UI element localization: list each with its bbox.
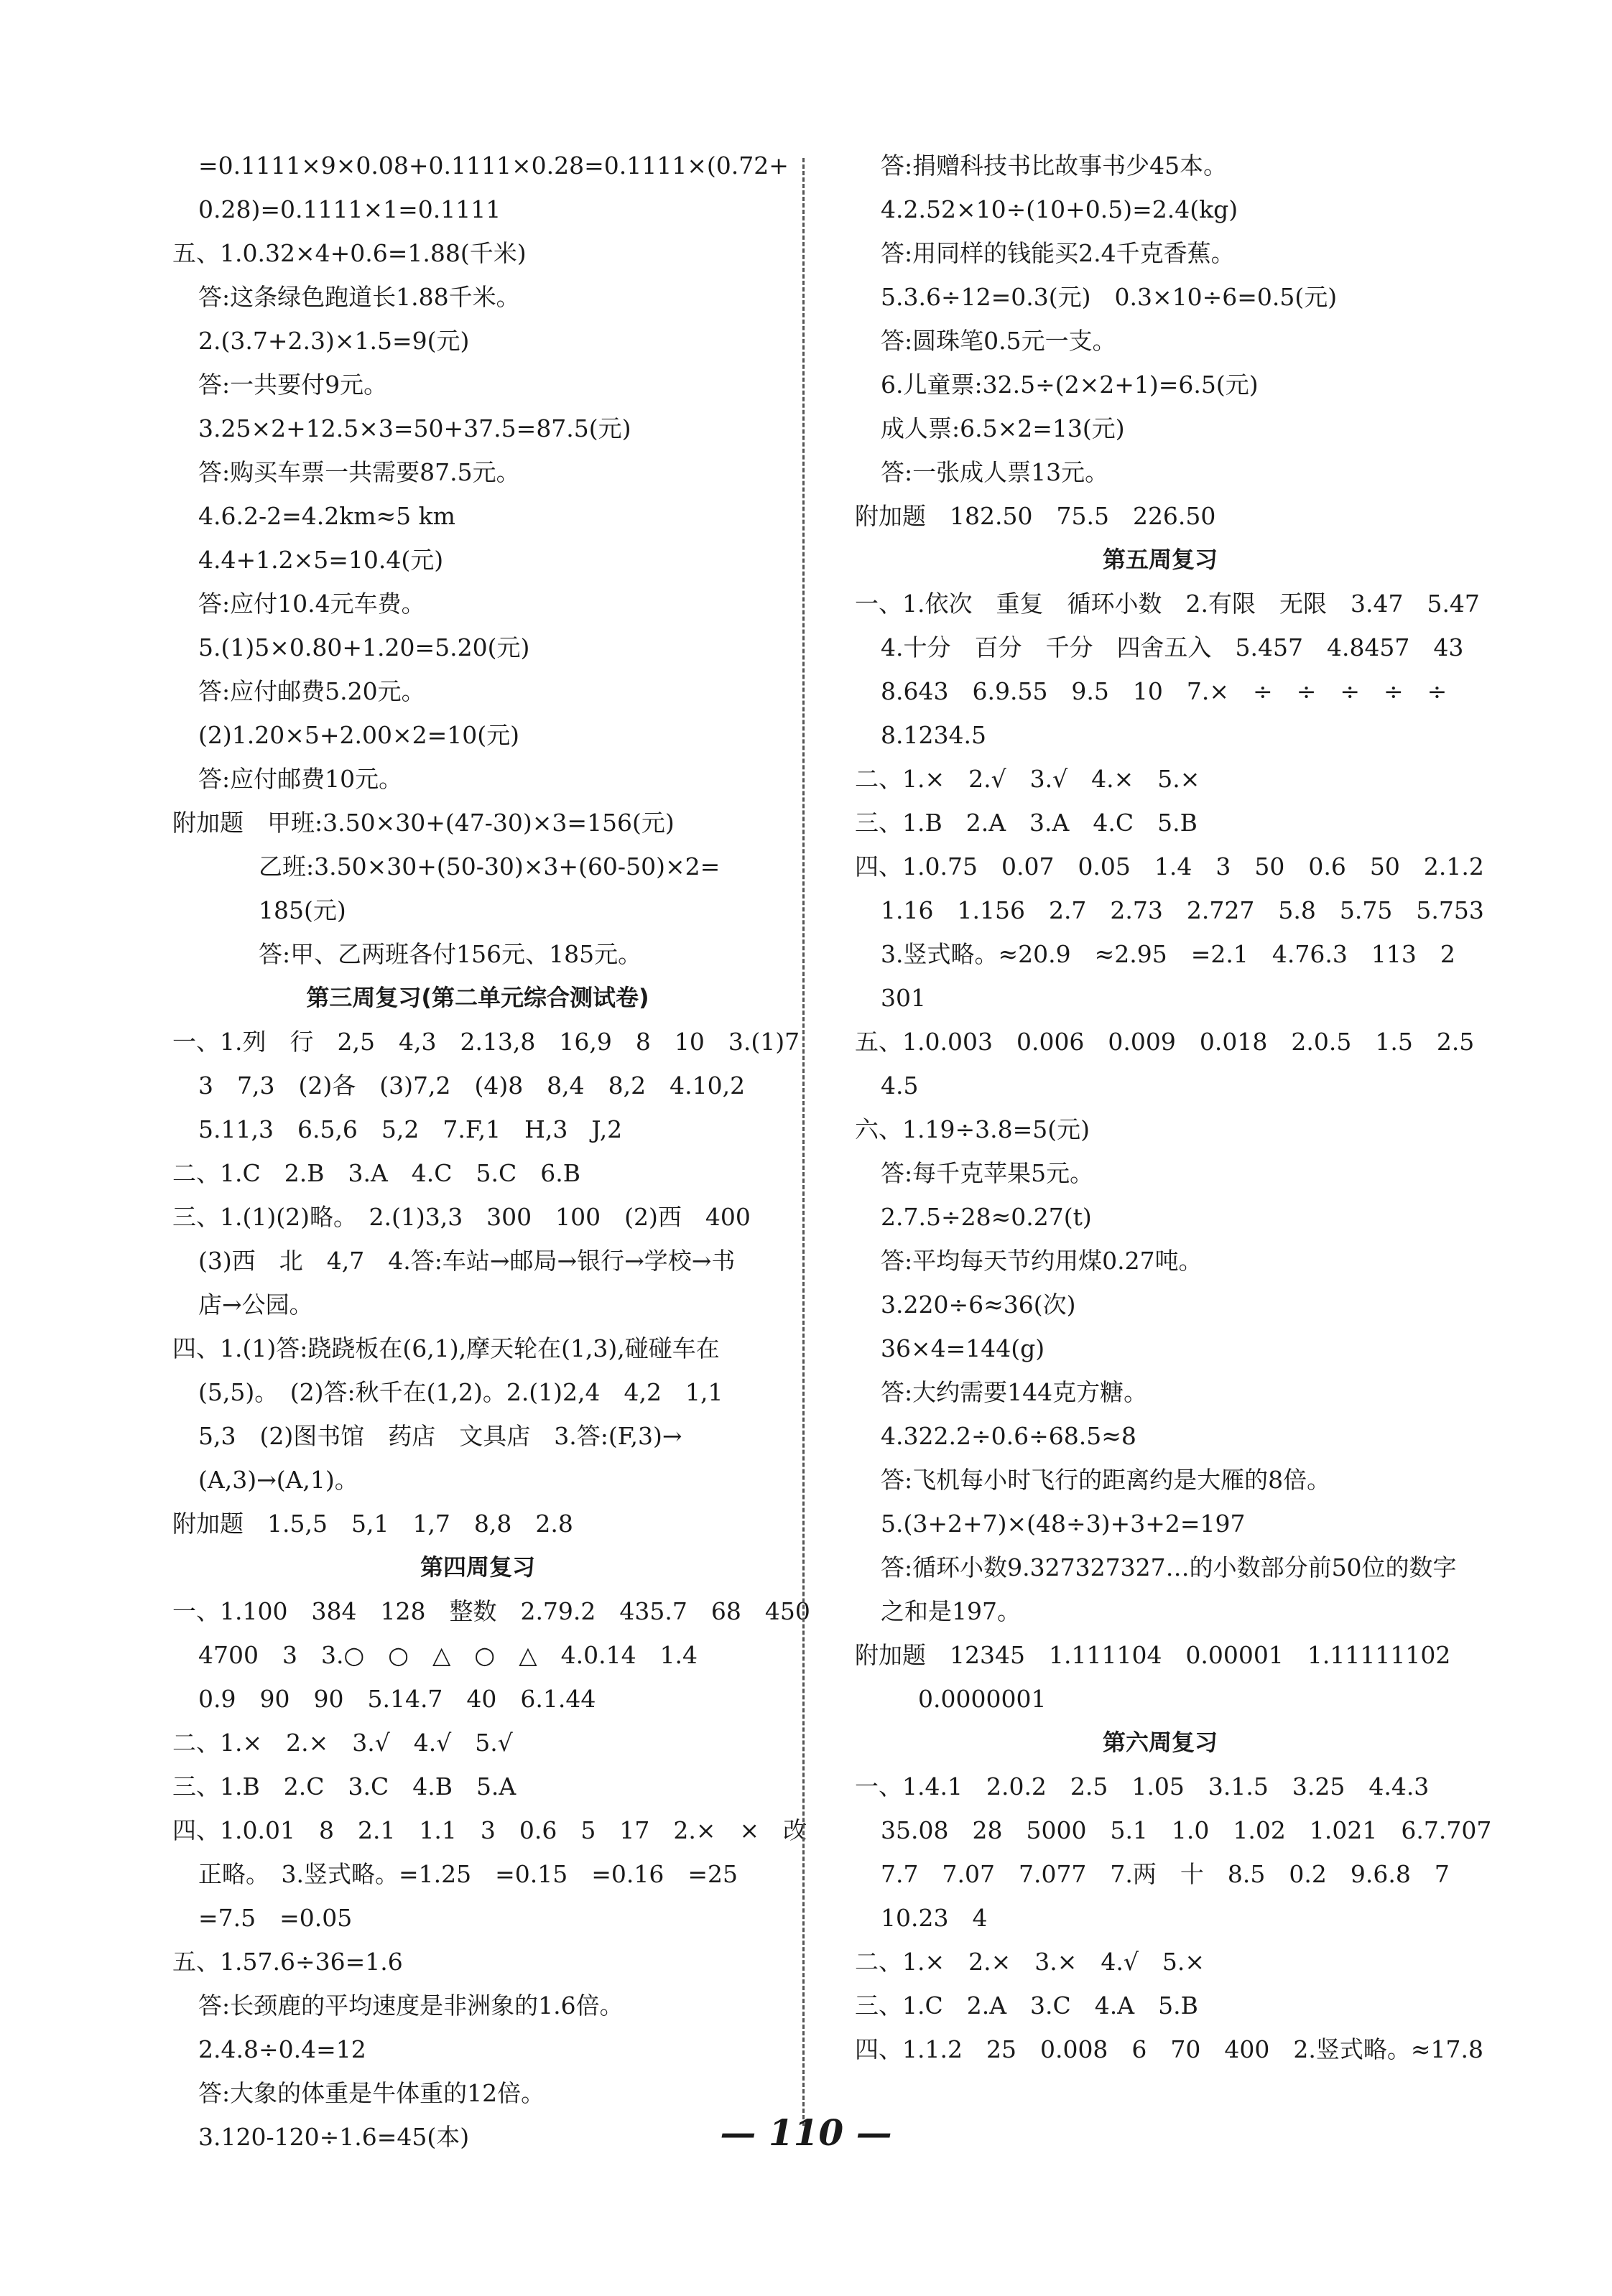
- answer-line: =7.5 =0.05: [198, 1904, 353, 1932]
- answer-line: 4.322.2÷0.6÷68.5≈8: [881, 1422, 1136, 1450]
- answer-line: 答:一共要付9元。: [198, 371, 388, 399]
- answer-line: 二、1.× 2.× 3.√ 4.√ 5.√: [172, 1729, 513, 1757]
- answer-line: 答:大约需要144克方糖。: [881, 1378, 1148, 1406]
- answer-line: 乙班:3.50×30+(50-30)×3+(60-50)×2=: [259, 852, 721, 880]
- answer-line: 8.643 6.9.55 9.5 10 7.× ÷ ÷ ÷ ÷ ÷: [881, 677, 1447, 705]
- answer-line: 四、1.(1)答:跷跷板在(6,1),摩天轮在(1,3),碰碰车在: [172, 1334, 720, 1362]
- answer-line: 0.9 90 90 5.14.7 40 6.1.44: [198, 1685, 596, 1713]
- answer-line: 三、1.B 2.A 3.A 4.C 5.B: [855, 809, 1198, 837]
- answer-line: 1.16 1.156 2.7 2.73 2.727 5.8 5.75 5.753: [881, 896, 1484, 924]
- answer-line: 7.7 7.07 7.077 7.两 十 8.5 0.2 9.6.8 7: [881, 1860, 1450, 1888]
- left-column: [165, 144, 810, 2159]
- answer-line: (5,5)。 (2)答:秋千在(1,2)。2.(1)2,4 4,2 1,1: [198, 1378, 723, 1406]
- answer-line: 附加题 1.5,5 5,1 1,7 8,8 2.8: [172, 1510, 573, 1538]
- answer-line: 二、1.× 2.√ 3.√ 4.× 5.×: [855, 765, 1200, 793]
- answer-line: 四、1.0.75 0.07 0.05 1.4 3 50 0.6 50 2.1.2: [855, 852, 1484, 880]
- answer-line: 附加题 甲班:3.50×30+(47-30)×3=156(元): [172, 809, 675, 837]
- answer-line: 3 7,3 (2)各 (3)7,2 (4)8 8,4 8,2 4.10,2: [198, 1072, 746, 1100]
- answer-line: 一、1.列 行 2,5 4,3 2.13,8 16,9 8 10 3.(1)7: [172, 1028, 800, 1056]
- answer-line: 3.120-120÷1.6=45(本): [198, 2123, 470, 2151]
- answer-line: =0.1111×9×0.08+0.1111×0.28=0.1111×(0.72+: [198, 152, 789, 180]
- section-heading: 第六周复习: [1102, 1729, 1218, 1756]
- answer-line: 4.2.52×10÷(10+0.5)=2.4(kg): [881, 195, 1238, 223]
- answer-line: 答:用同样的钱能买2.4千克香蕉。: [881, 239, 1235, 267]
- answer-line: 5.(3+2+7)×(48÷3)+3+2=197: [881, 1510, 1246, 1538]
- answer-line: 答:捐赠科技书比故事书少45本。: [881, 152, 1228, 180]
- right-column: [848, 144, 1492, 2071]
- answer-line: 答:平均每天节约用煤0.27吨。: [881, 1247, 1203, 1275]
- section-heading: 第四周复习: [420, 1553, 535, 1581]
- answer-line: 一、1.依次 重复 循环小数 2.有限 无限 3.47 5.47: [855, 590, 1480, 618]
- answer-line: 0.0000001: [918, 1685, 1047, 1713]
- answer-line: 4.4+1.2×5=10.4(元): [198, 546, 444, 574]
- answer-line: 4.5: [881, 1072, 919, 1100]
- answer-line: 四、1.1.2 25 0.008 6 70 400 2.竖式略。≈17.8: [855, 2035, 1484, 2063]
- answer-line: 六、1.19÷3.8=5(元): [855, 1115, 1090, 1143]
- answer-line: 2.(3.7+2.3)×1.5=9(元): [198, 327, 470, 355]
- answer-line: 三、1.(1)(2)略。 2.(1)3,3 300 100 (2)西 400: [172, 1203, 751, 1231]
- answer-line: 35.08 28 5000 5.1 1.0 1.02 1.021 6.7.707: [881, 1816, 1492, 1844]
- answer-line: 二、1.× 2.× 3.× 4.√ 5.×: [855, 1948, 1205, 1976]
- page-number: — 110 —: [720, 2111, 892, 2154]
- answer-line: 0.28)=0.1111×1=0.1111: [198, 195, 501, 223]
- answer-line: 3.竖式略。≈20.9 ≈2.95 =2.1 4.76.3 113 2: [881, 940, 1455, 968]
- answer-line: 答:应付10.4元车费。: [198, 590, 425, 618]
- answer-line: 5.(1)5×0.80+1.20=5.20(元): [198, 633, 530, 661]
- answer-line: 答:大象的体重是牛体重的12倍。: [198, 2079, 545, 2107]
- answer-line: 正略。 3.竖式略。=1.25 =0.15 =0.16 =25: [198, 1860, 738, 1888]
- answer-line: 答:飞机每小时飞行的距离约是大雁的8倍。: [881, 1466, 1331, 1494]
- answer-line: 五、1.57.6÷36=1.6: [172, 1948, 403, 1976]
- answer-line: 答:圆珠笔0.5元一支。: [881, 327, 1116, 355]
- answer-line: 4.6.2-2=4.2km≈5 km: [198, 502, 455, 530]
- answer-line: 2.7.5÷28≈0.27(t): [881, 1203, 1092, 1231]
- answer-line: 五、1.0.32×4+0.6=1.88(千米): [172, 239, 527, 267]
- section-heading: 第三周复习(第二单元综合测试卷): [306, 984, 649, 1011]
- answer-line: 5,3 (2)图书馆 药店 文具店 3.答:(F,3)→: [198, 1422, 682, 1450]
- answer-line: 三、1.B 2.C 3.C 4.B 5.A: [172, 1772, 517, 1800]
- answer-line: 3.25×2+12.5×3=50+37.5=87.5(元): [198, 414, 631, 442]
- answer-line: 五、1.0.003 0.006 0.009 0.018 2.0.5 1.5 2.5: [855, 1028, 1475, 1056]
- answer-line: (3)西 北 4,7 4.答:车站→邮局→银行→学校→书: [198, 1247, 736, 1275]
- answer-line: 36×4=144(g): [881, 1334, 1045, 1362]
- section-heading: 第五周复习: [1102, 546, 1218, 573]
- answer-line: 301: [881, 984, 926, 1012]
- answer-line: 8.1234.5: [881, 721, 986, 749]
- answer-line: 5.3.6÷12=0.3(元) 0.3×10÷6=0.5(元): [881, 283, 1338, 311]
- answer-line: 答:应付邮费5.20元。: [198, 677, 425, 705]
- answer-line: 附加题 12345 1.111104 0.00001 1.11111102: [855, 1641, 1451, 1669]
- answer-line: 答:长颈鹿的平均速度是非洲象的1.6倍。: [198, 1991, 624, 2020]
- answer-line: 4.十分 百分 千分 四舍五入 5.457 4.8457 43: [881, 633, 1464, 661]
- answer-line: 答:一张成人票13元。: [881, 458, 1109, 486]
- answer-line: 答:应付邮费10元。: [198, 765, 403, 793]
- answer-line: (2)1.20×5+2.00×2=10(元): [198, 721, 520, 749]
- answer-line: 答:甲、乙两班各付156元、185元。: [259, 940, 642, 968]
- answer-line: 答:购买车票一共需要87.5元。: [198, 458, 520, 486]
- answer-line: 之和是197。: [881, 1597, 1021, 1625]
- answer-line: 三、1.C 2.A 3.C 4.A 5.B: [855, 1991, 1198, 2020]
- answer-line: 附加题 182.50 75.5 226.50: [855, 502, 1216, 530]
- answer-line: 10.23 4: [881, 1904, 988, 1932]
- answer-line: 5.11,3 6.5,6 5,2 7.F,1 H,3 J,2: [198, 1115, 623, 1143]
- answer-line: 3.220÷6≈36(次): [881, 1291, 1076, 1319]
- column-divider: [802, 158, 805, 2126]
- answer-line: 四、1.0.01 8 2.1 1.1 3 0.6 5 17 2.× × 改: [172, 1816, 807, 1844]
- answer-line: 店→公园。: [198, 1291, 313, 1319]
- answer-line: 4700 3 3.○ ○ △ ○ △ 4.0.14 1.4: [198, 1641, 698, 1669]
- answer-line: (A,3)→(A,1)。: [198, 1466, 358, 1494]
- answer-line: 答:每千克苹果5元。: [881, 1159, 1094, 1187]
- answer-line: 6.儿童票:32.5÷(2×2+1)=6.5(元): [881, 371, 1259, 399]
- answer-line: 185(元): [259, 896, 346, 924]
- answer-line: 二、1.C 2.B 3.A 4.C 5.C 6.B: [172, 1159, 580, 1187]
- answer-line: 成人票:6.5×2=13(元): [881, 414, 1125, 442]
- answer-line: 答:这条绿色跑道长1.88千米。: [198, 283, 520, 311]
- answer-line: 答:循环小数9.327327327…的小数部分前50位的数字: [881, 1553, 1457, 1581]
- answer-line: 一、1.4.1 2.0.2 2.5 1.05 3.1.5 3.25 4.4.3: [855, 1772, 1430, 1800]
- answer-line: 2.4.8÷0.4=12: [198, 2035, 366, 2063]
- answer-line: 一、1.100 384 128 整数 2.79.2 435.7 68 450: [172, 1597, 810, 1625]
